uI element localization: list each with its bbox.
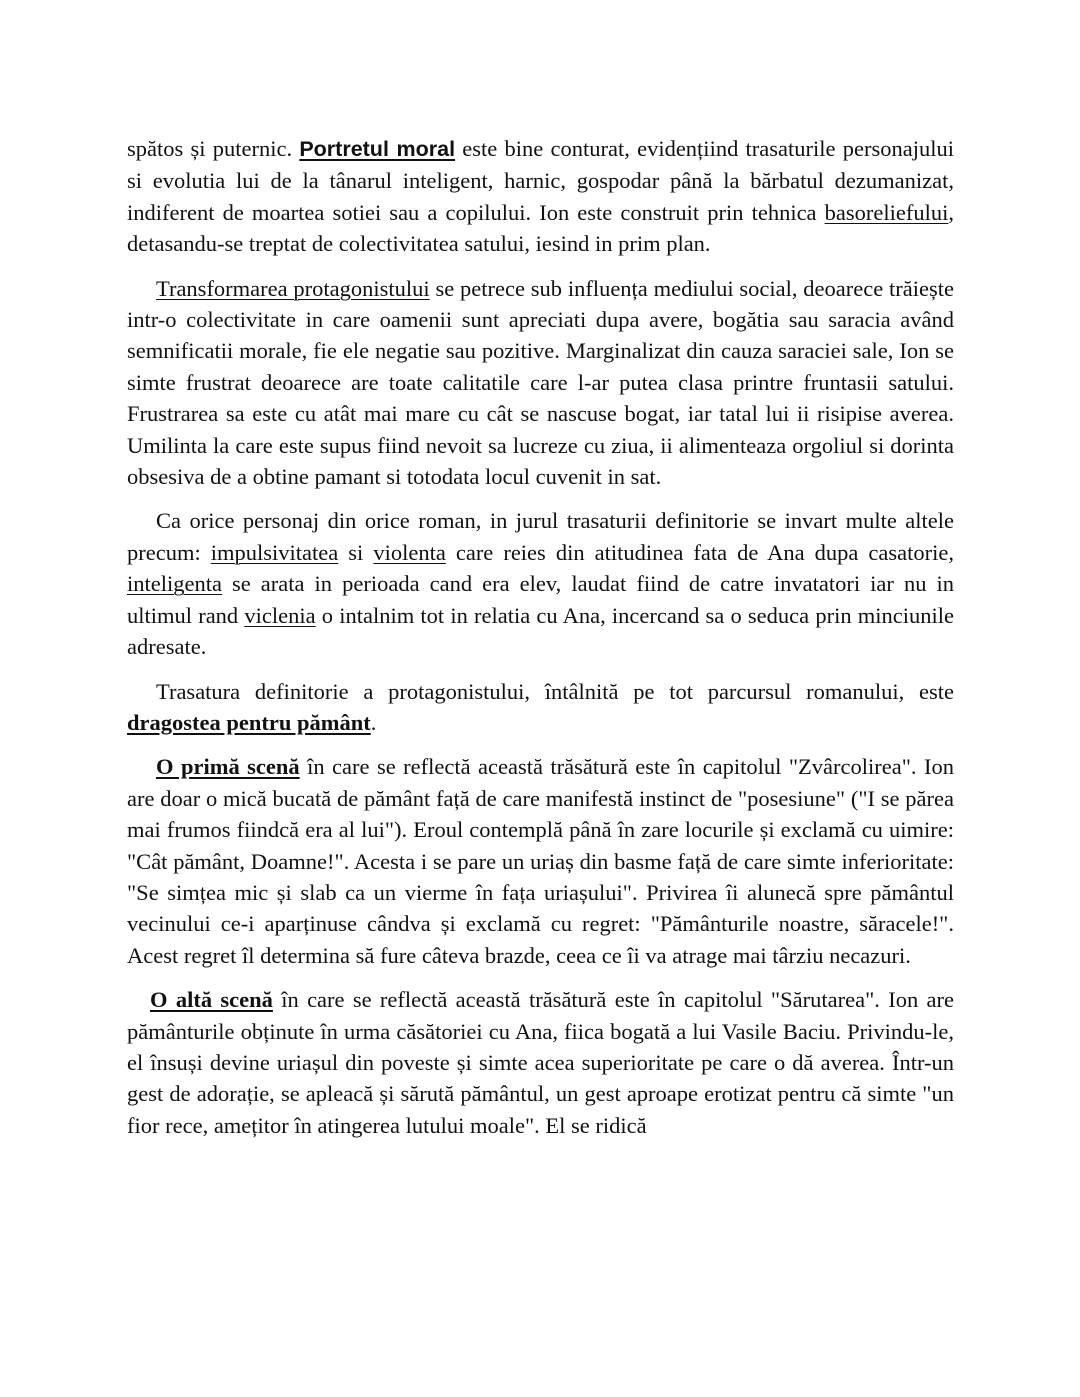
text-run: în care se reflectă această trăsătură este în capitolul "Sărutarea". Ion are pământurile obținute în urma căsătoriei cu Ana, fiica bogată a lui Vasile Baciu. Privindu-le, el însuși devine uriașul din poveste și simte acea superioritate pe care o dă averea. Într-un gest de adorație, se apleacă și sărută pământul, un gest aproape erotizat pentru că simte "un fior rece, amețitor în atingerea lutului moale". El se ridică (127, 987, 954, 1138)
text-run: se arata in perioada cand era elev, laudat fiind de catre invatatori iar nu in ultimul rand (127, 571, 954, 628)
paragraph (127, 676, 954, 739)
emphasized-text: O primă scenă (156, 754, 300, 780)
document-page (127, 133, 954, 1154)
emphasized-text: violenta (373, 539, 446, 565)
paragraph (127, 984, 954, 1141)
paragraph (127, 505, 954, 662)
text-run: este bine conturat, evidențiind trasaturile personajului si evolutia lui de la tânarul inteligent, harnic, gospodar până la bărbatul dezumanizat, indiferent de moartea sotiei sau a copilului. Ion este construit prin tehnica (127, 136, 954, 225)
emphasized-text: O altă scenă (150, 987, 273, 1013)
text-run: . (370, 709, 377, 735)
emphasized-text: viclenia (244, 602, 316, 628)
text-run: si (338, 539, 374, 565)
emphasized-text: Transformarea protagonistului (156, 275, 430, 301)
text-run: se petrece sub influența mediului social, deoarece trăiește intr-o colectivitate in care oamenii sunt apreciati dupa avere, bogătia sau saracia având semnificatii morale, fie ele negatie sau pozitive. Marginalizat din cauza saraciei sale, Ion se simte frustrat deoarece are toate calitatile care l-ar putea clasa printre fruntasii satului. Frustrarea sa este cu atât mai mare cu cât se nascuse bogat, iar tatal lui ii risipise averea. Umilinta la care este supus fiind nevoit sa lucreze cu ziua, ii alimenteaza orgoliul si dorinta obsesiva de a obtine pamant si totodata locul cuvenit in sat. (127, 275, 954, 490)
text-run: Trasatura definitorie a protagonistului, întâlnită pe tot parcursul romanului, este (156, 678, 954, 704)
paragraph (127, 751, 954, 971)
text-run: o intalnim tot in relatia cu Ana, incercand sa o seduca prin minciunile adresate. (127, 602, 954, 660)
text-run: spătos și puternic. (127, 136, 300, 161)
paragraph (127, 133, 954, 260)
text-run: Ca orice personaj din orice roman, in jurul trasaturii definitorie se invart multe altele precum: (127, 508, 954, 565)
emphasized-text: inteligenta (127, 571, 222, 597)
text-run: , detasandu-se treptat de colectivitatea satului, iesind in prim plan. (127, 199, 954, 257)
emphasized-text: dragostea pentru pământ (127, 709, 371, 735)
paragraph (127, 273, 954, 493)
emphasized-text: impulsivitatea (210, 539, 339, 565)
emphasized-text: Portretul moral (299, 137, 456, 161)
emphasized-text: basoreliefului (824, 199, 949, 225)
text-run: care reies din atitudinea fata de Ana dupa casatorie, (445, 539, 955, 565)
text-run: în care se reflectă această trăsătură este în capitolul "Zvârcolirea". Ion are doar o mică bucată de pământ față de care manifestă instinct de "posesiune" ("I se părea mai frumos fiindcă era al lui"). Eroul contemplă până în zare locurile și exclamă cu uimire: "Cât pământ, Doamne!". Acesta i se pare un uriaș din basme față de care simte inferioritate: "Se simțea mic și slab ca un vierme în fața uriașului". Privirea îi alunecă spre pământul vecinului ce-i aparținuse cândva și exclamă cu regret: "Pământurile noastre, săracele!". Acest regret îl determina să fure câteva brazde, ceea ce îi va atrage mai târziu necazuri. (127, 754, 954, 968)
